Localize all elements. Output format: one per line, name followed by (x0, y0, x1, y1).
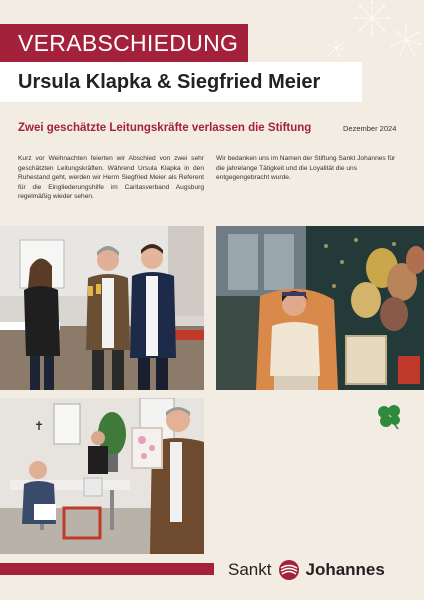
sankt-johannes-logo (228, 556, 385, 584)
sankt-johannes-logo-icon (277, 559, 301, 581)
sparkle-icon (314, 0, 424, 70)
page-headline: Ursula Klapka & Siegfried Meier (0, 62, 362, 102)
photo-farewell-toast (0, 226, 204, 390)
photo-painting-gift (0, 398, 204, 554)
logo-word-sankt: Sankt (228, 560, 272, 579)
clover-icon (374, 402, 404, 430)
article-paragraph-left: Kurz vor Weihnachten feierten wir Abschied von zwei sehr geschätzten Leitungskräften. Während Ursula Klapka in den Ruhestand geht, werden wir Herrn Siegfried Meier als Referent für die Eingliederungshilfe im Caritasverband Augsburg regelmäßig wieder sehen. (18, 155, 204, 201)
photo-armchair-balloons (216, 226, 424, 390)
logo-word-johannes: Johannes (305, 560, 385, 579)
section-kicker: VERABSCHIEDUNG (0, 24, 248, 62)
article-date: Dezember 2024 (343, 124, 397, 133)
article-paragraph-right: Wir bedanken uns im Namen der Stiftung Sankt Johannes für die jahrelange Tätigkeit und die Loyalität die uns entgegengebracht wurde. (216, 155, 396, 182)
article-subtitle: Zwei geschätzte Leitungskräfte verlassen die Stiftung (18, 122, 312, 134)
svg-text:✝: ✝ (34, 419, 45, 433)
footer-accent-bar (0, 563, 214, 575)
